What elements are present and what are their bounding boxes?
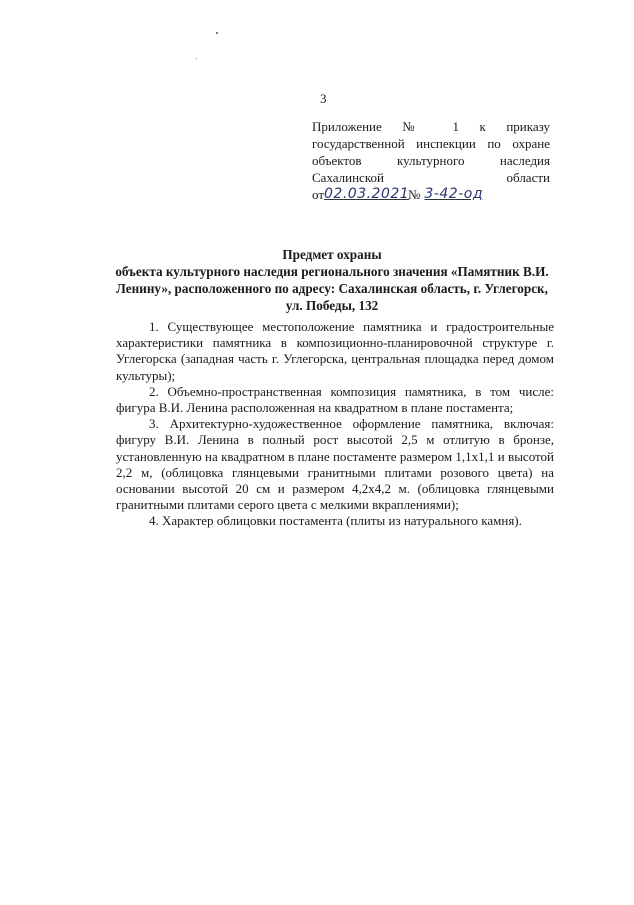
page-number: 3 — [320, 91, 327, 106]
title-subheading: объекта культурного наследия регионального значения «Памятник В.И. Ленину», расположенного по адресу: Сахалинская область, г. Углегорск, ул. Победы, 132 — [115, 264, 549, 313]
document-title — [110, 246, 554, 314]
scan-speck — [216, 32, 218, 34]
handwritten-date: 02.03.2021 — [324, 186, 410, 202]
handwritten-order-number: 3-42-од — [424, 186, 483, 202]
title-heading: Предмет охраны — [282, 247, 382, 262]
appendix-line: объектов культурного наследия — [312, 153, 550, 168]
document-body — [116, 319, 554, 530]
appendix-line: Приложение № 1 к приказу — [312, 119, 550, 134]
number-label: № — [408, 187, 421, 202]
list-item: 3. Архитектурно-художественное оформление памятника, включая: фигуру В.И. Ленина в полный рост высотой 2,5 м отлитую в бронзе, установленную на квадратном в плане постаменте размером 1,1х1,1 и высотой 2,2 м, (облицовка глянцевыми гранитными плитами розового цвета) на основании высотой 20 см и размером 4,2х4,2 м. (облицовка глянцевыми гранитными плитами серого цвета с мелкими вкраплениями); — [116, 416, 554, 513]
list-item: 2. Объемно-пространственная композиция памятника, в том числе: фигура В.И. Ленина расположенная на квадратном в плане постамента; — [116, 383, 554, 416]
appendix-header — [312, 118, 550, 203]
list-item: 4. Характер облицовки постамента (плиты из натурального камня). — [149, 513, 522, 529]
appendix-line: Сахалинской области — [312, 170, 550, 185]
scan-speck — [196, 58, 197, 59]
list-item: 1. Существующее местоположение памятника и градостроительные характеристики памятника в композиционно-планировочной структуре г. Углегорска (западная часть г. Углегорска, центральная площадка перед домом культуры); — [116, 319, 554, 383]
appendix-line: государственной инспекции по охране — [312, 136, 550, 151]
from-label: от — [312, 187, 325, 202]
order-date-number — [312, 186, 550, 203]
